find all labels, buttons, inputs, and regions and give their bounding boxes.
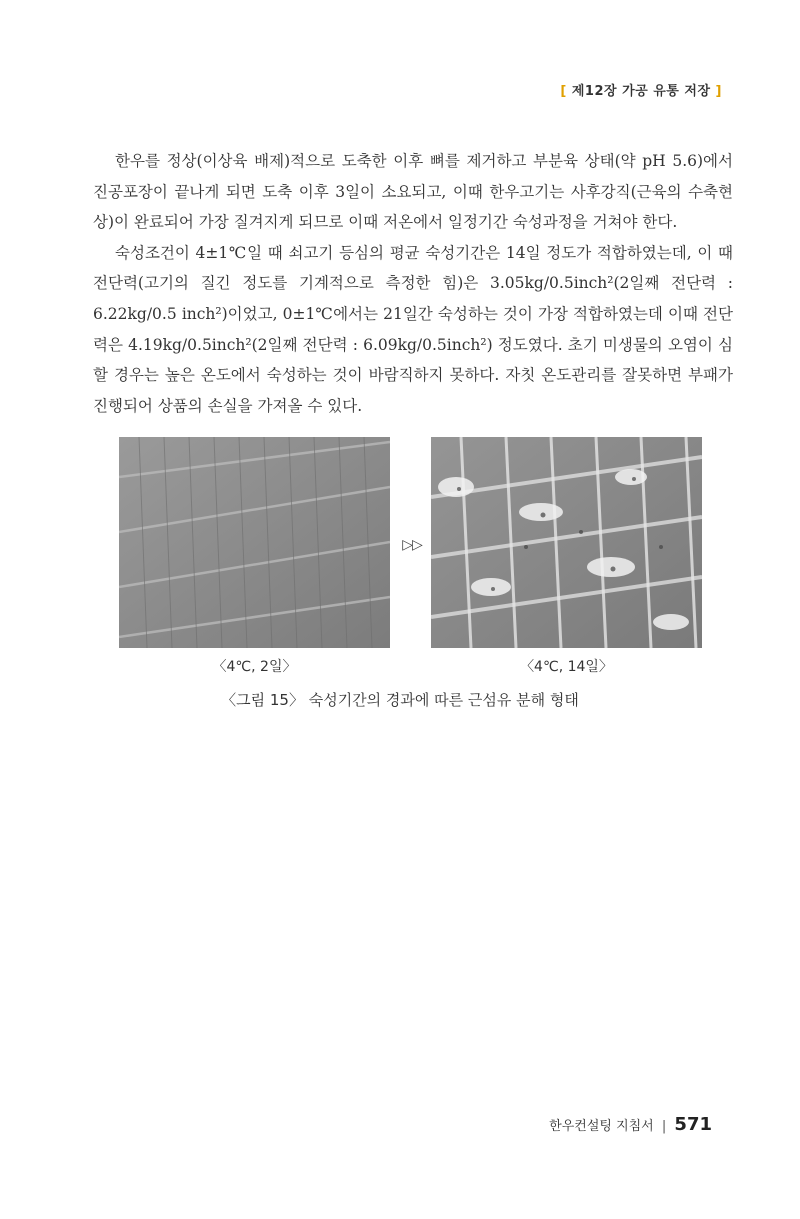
caption-day2: 〈4℃, 2일〉 — [212, 659, 297, 675]
paragraph-1: 한우를 정상(이상육 배제)적으로 도축한 이후 뼈를 제거하고 부분육 상태(약 pH 5.6)에서 진공포장이 끝나게 되면 도축 이후 3일이 소요되고, 이때 한우고기는 사후강직(근육의 수축현상)이 완료되어 가장 질겨지게 되므로 이때 저온에서 일정기간 숙성과정을 거쳐야 한다. — [93, 152, 733, 232]
page-footer — [549, 1114, 712, 1135]
header-bracket-open: [ — [560, 84, 567, 99]
progression-arrow-icon: ▷▷ — [402, 537, 422, 553]
figure-title: 〈그림 15〉 숙성기간의 경과에 따른 근섬유 분해 형태 — [221, 691, 579, 709]
page-number: 571 — [674, 1114, 712, 1135]
micrograph-day2-image — [119, 437, 390, 648]
running-header — [560, 80, 722, 99]
micrograph-day14-image — [431, 437, 702, 648]
chapter-title: 제12장 가공 유통 저장 — [571, 84, 711, 99]
header-bracket-close: ] — [715, 84, 722, 99]
paragraph-2: 숙성조건이 4±1℃일 때 쇠고기 등심의 평균 숙성기간은 14일 정도가 적합하였는데, 이 때 전단력(고기의 질긴 정도를 기계적으로 측정한 힘)은 3.05kg/0.5inch²(2일째 전단력 : 6.22kg/0.5 inch²)이었고, 0±1℃에서는 21일간 숙성하는 것이 가장 적합하였는데 이때 전단력은 4.19kg/0.5inch²(2일째 전단력 : 6.09kg/0.5inch²) 정도였다. 초기 미생물의 오염이 심할 경우는 높은 온도에서 숙성하는 것이 바람직하지 못하다. 자칫 온도관리를 잘못하면 부패가 진행되어 상품의 손실을 가져올 수 있다. — [93, 243, 733, 415]
book-title: 한우컨설팅 지침서 — [549, 1119, 654, 1134]
caption-day14: 〈4℃, 14일〉 — [520, 659, 613, 675]
figure-15 — [119, 437, 703, 677]
footer-separator: | — [661, 1119, 667, 1134]
body-text — [93, 146, 733, 421]
